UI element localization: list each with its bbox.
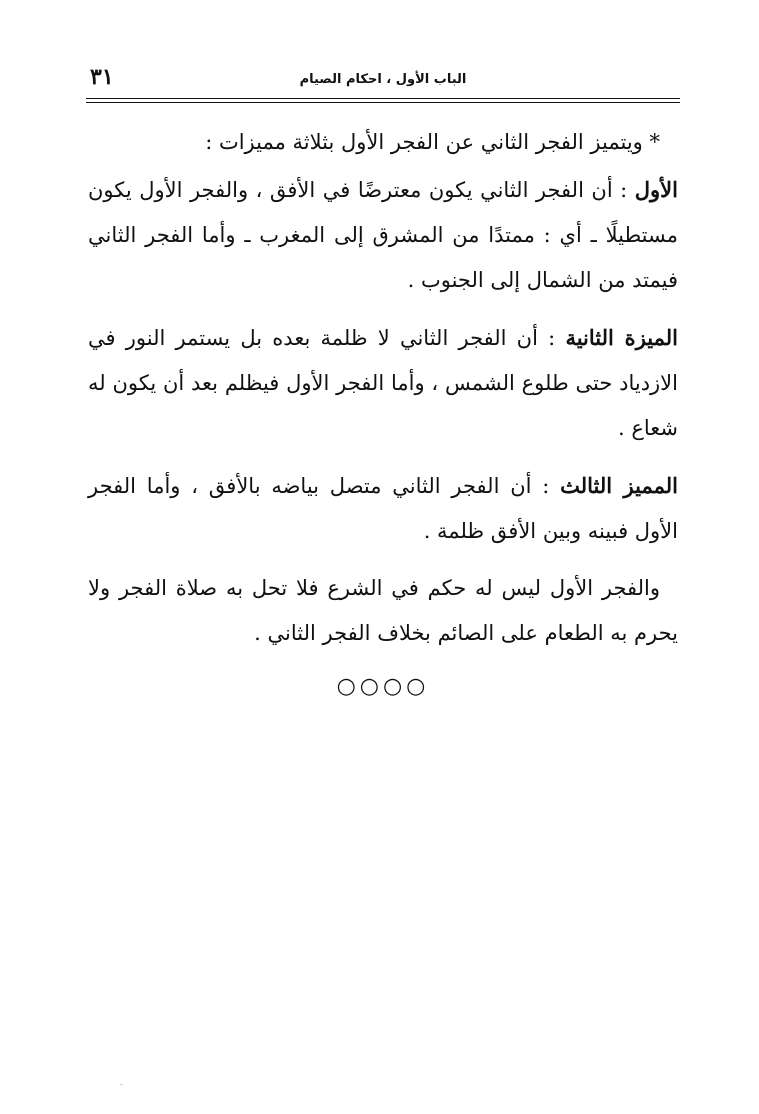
header-rule <box>86 98 680 103</box>
second-feature-heading: الميزة الثانية <box>565 325 678 350</box>
page-body <box>88 120 678 709</box>
first-feature-heading: الأول <box>634 177 678 202</box>
paragraph-first-feature <box>88 167 678 303</box>
second-feature-text: : أن الفجر الثاني لا ظلمة بعده بل يستمر النور في الازدياد حتى طلوع الشمس ، وأما الفجر الأول فيظلم بعد أن يكون له شعاع . <box>88 326 678 440</box>
first-feature-text: : أن الفجر الثاني يكون معترضًا في الأفق ، والفجر الأول يكون مستطيلًا ـ أي : ممتدًا من المشرق إلى المغرب ـ وأما الفجر الثاني فيمتد من الشمال إلى الجنوب . <box>88 178 678 292</box>
running-title: الباب الأول ، احكام الصيام <box>299 72 467 87</box>
third-feature-text: : أن الفجر الثاني متصل بياضه بالأفق ، وأما الفجر الأول فبينه وبين الأفق ظلمة . <box>88 474 678 543</box>
scan-speck <box>120 1084 123 1085</box>
page-header <box>86 62 680 96</box>
paragraph-second-feature <box>88 315 678 451</box>
page-number: ٣١ <box>90 64 114 90</box>
paragraph-third-feature <box>88 463 678 554</box>
section-separator: ○○○○ <box>336 674 430 699</box>
third-feature-heading: المميز الثالث <box>560 473 678 498</box>
paragraph-ruling: والفجر الأول ليس له حكم في الشرع فلا تحل به صلاة الفجر ولا يحرم به الطعام على الصائم بخلاف الفجر الثاني . <box>88 576 678 645</box>
intro-paragraph: * ويتميز الفجر الثاني عن الفجر الأول بثلاثة مميزات : <box>205 130 660 154</box>
